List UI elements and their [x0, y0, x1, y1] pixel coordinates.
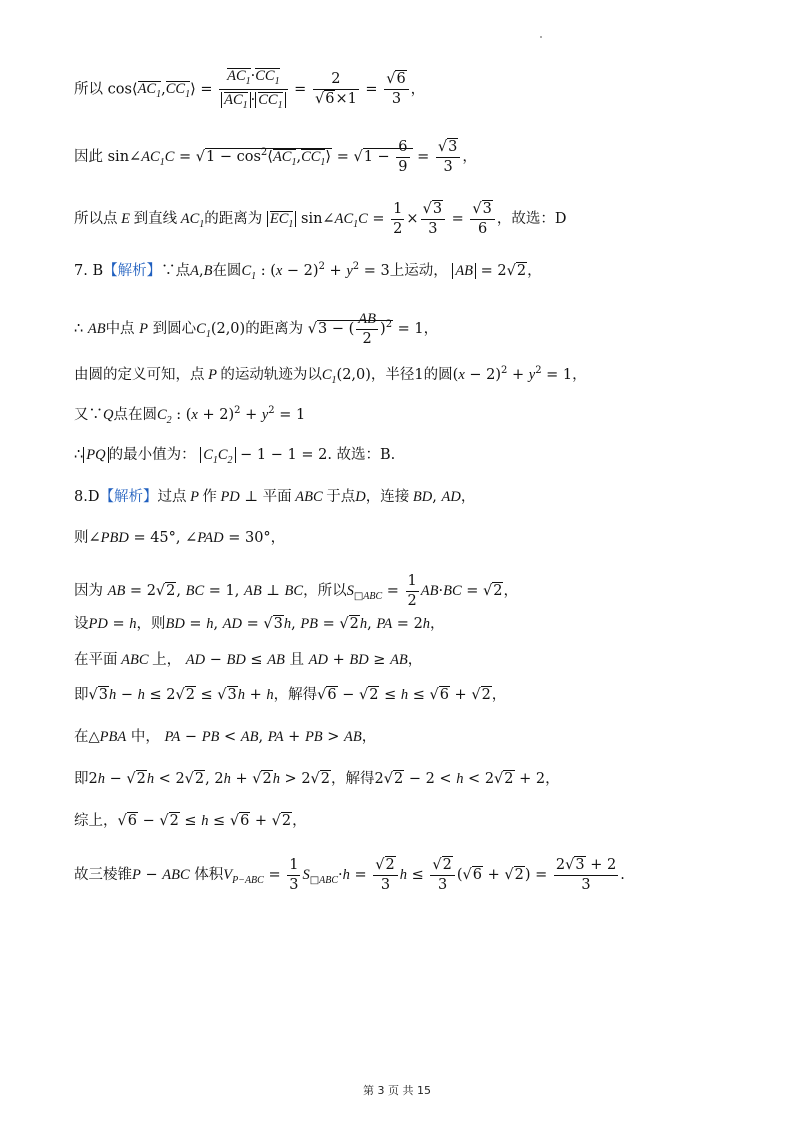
- q7-line-1: 7. B【解析】∵点A,B在圆$C_1$ : $(x - 2)^2 + y^2 = 3$上运动， AB = 2√2，: [74, 261, 542, 282]
- analysis-tag: 【解析】: [103, 262, 162, 279]
- q8-line-9: 综上，√6 − √2 ≤ h ≤ √6 + √2，: [74, 813, 307, 829]
- q8-line-5: 在平面 ABC 上， AD − BD ≤ AB 且 AD + BD ≥ AB，: [74, 652, 423, 668]
- fraction: $\frac{AC_1\cdot CC_1}{AC_1 \cdot CC_1}$: [219, 68, 287, 111]
- q7-line-3: 由圆的定义可知，点 P 的运动轨迹为以$C_1(2,0)$，半径1的圆$(x - 2)^2 + y^2 = 1$，: [74, 365, 587, 386]
- q8-line-1: 8.D【解析】过点 P 作 PD ⊥ 平面 ABC 于点D，连接 BD, AD，: [74, 489, 476, 505]
- q7-line-2: ∴ AB中点 P 到圆心$C_1(2,0)$的距离为 √3 − ( $\frac{AB}{2}$ )$^2$ = 1，: [74, 311, 439, 347]
- page-footer: 第 3 页 共 15: [363, 1084, 431, 1097]
- q8-line-3: 因为 AB = 2√2, BC = 1, AB ⊥ BC，所以$S_{□ABC}$ = $\frac{1}{2}$ AB·BC = √2，: [74, 573, 518, 609]
- q7-line-4: 又∵Q点在圆$C_2$ : $(x + 2)^2 + y^2 = 1$: [74, 405, 306, 426]
- scan-dot: [540, 36, 542, 38]
- line-sin: 因此 $\sin\angle AC_1C = √1$ − $\cos^2⟨AC_1,CC_1⟩ = √1$ − $\frac{6}{9}$ = $\frac{√3}{3}$ ，: [74, 139, 477, 175]
- q8-line-10: 故三棱锥P − ABC 体积$V_{P-ABC}$ = $\frac{1}{3}$ $S_{□ABC}\cdot h$ = $\frac{√2}{3}$ h ≤ $\frac{√2}{3}$ (√6 + √2) = $\frac{2√3 + 2}{3}$ .: [74, 857, 625, 893]
- q8-line-6: 即√3h − h ≤ 2√2 ≤ √3h + h，解得√6 − √2 ≤ h ≤ √6 + √2，: [74, 687, 507, 703]
- q8-line-7: 在△PBA 中， PA − PB < AB, PA + PB > AB，: [74, 729, 377, 745]
- line-cos: 所以 $\cos⟨AC_1,CC_1⟩$ = $\frac{AC_1\cdot CC_1}{AC_1 \cdot CC_1}$ = $\frac{2}{√6\times 1}$ = $\frac{√6}{3}$ ，: [74, 68, 426, 111]
- q7-line-5: ∴ PQ 的最小值为： $C_1C_2 - 1 - 1 = 2$. 故选：B.: [74, 447, 396, 466]
- q8-line-4: 设PD = h，则BD = h, AD = √3h, PB = √2h, PA = 2h，: [74, 616, 445, 632]
- q8-line-2: 则∠PBD = 45°, ∠PAD = 30°，: [74, 530, 286, 546]
- q8-line-8: 即2h − √2h < 2√2, 2h + √2h > 2√2，解得2√2 − 2 < h < 2√2 + 2，: [74, 771, 560, 787]
- line-distance: 所以点 E 到直线 $AC_1$的距离为 $EC_1$ $\sin\angle AC_1C$ = $\frac{1}{2}$ × $\frac{√3}{3}$ = $\frac{√3}{6}$ ，故选：D: [74, 201, 567, 237]
- analysis-tag: 【解析】: [99, 489, 158, 505]
